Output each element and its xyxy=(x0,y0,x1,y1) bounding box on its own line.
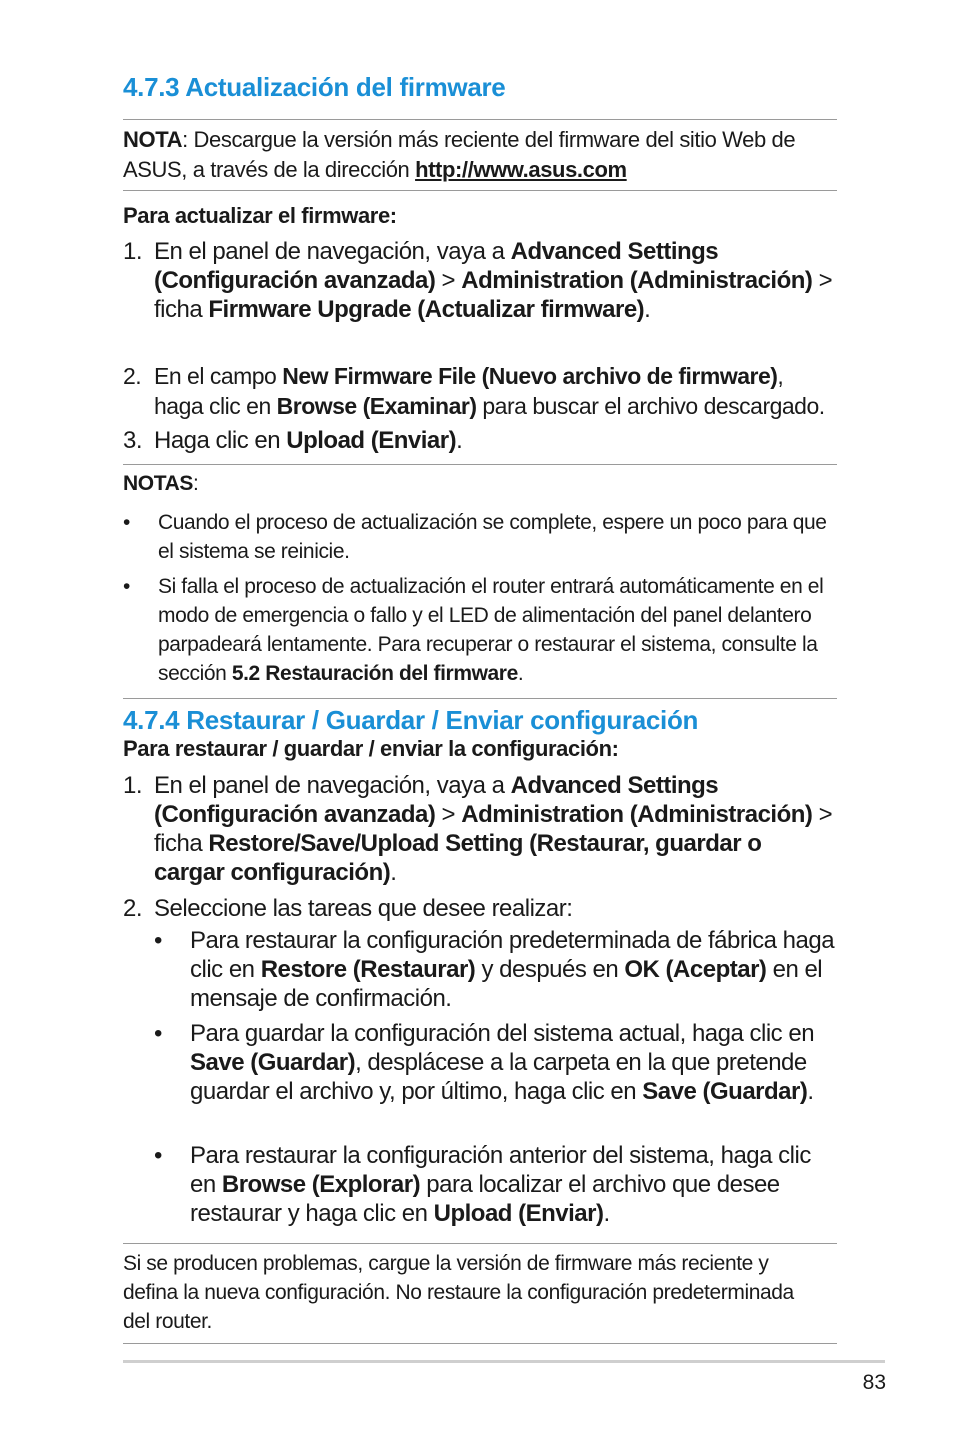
step-text: > ficha xyxy=(154,267,833,323)
task-text: . xyxy=(603,1200,610,1227)
step-text: > xyxy=(435,801,462,828)
notes-label xyxy=(123,469,837,498)
divider xyxy=(123,698,837,699)
section-reference: 5.2 Restauración del firmware xyxy=(231,662,518,685)
task-restore-previous xyxy=(154,1141,837,1228)
step-text: En el campo xyxy=(154,363,283,389)
step-bold: Firmware Upgrade (Actualizar firmware) xyxy=(208,296,645,323)
subheading-update-firmware: Para actualizar el firmware: xyxy=(123,203,397,228)
task-save-configuration xyxy=(154,1019,837,1106)
section-heading-firmware-update: 4.7.3 Actualización del firmware xyxy=(123,72,506,102)
divider xyxy=(123,1343,837,1344)
page-number: 83 xyxy=(862,1371,886,1394)
troubleshooting-note: Si se producen problemas, cargue la versión de firmware más reciente y defina la nueva configuración. No restaure la configuración predeterminada del router. xyxy=(123,1252,794,1333)
task-text: y después en xyxy=(475,956,625,983)
bullet-marker: • xyxy=(123,575,130,598)
note-bullet-restart xyxy=(123,508,837,566)
step-1-navigate xyxy=(123,771,837,887)
task-text: Para restaurar la configuración predeterminada de fábrica haga clic en xyxy=(190,927,835,983)
step-text: En el panel de navegación, vaya a xyxy=(154,238,511,265)
note-download-firmware xyxy=(123,125,837,185)
step-2-select-tasks xyxy=(123,894,837,923)
note-bullet-emergency-mode xyxy=(123,572,837,688)
task-bold: Save (Guardar) xyxy=(642,1078,808,1105)
step-bold: Advanced Settings (Configuración avanzada) xyxy=(154,238,719,294)
note-text: : Descargue la versión más reciente del firmware del sitio Web de ASUS, a través de la dirección xyxy=(123,127,796,182)
step-number: 2. xyxy=(123,895,143,922)
step-bold: Advanced Settings (Configuración avanzada) xyxy=(154,772,719,828)
step-text: . xyxy=(456,427,463,454)
task-restore-defaults xyxy=(154,926,837,1013)
bullet-marker: • xyxy=(154,1020,162,1047)
step-text: Seleccione las tareas que desee realizar: xyxy=(154,895,573,922)
step-text: En el panel de navegación, vaya a xyxy=(154,772,511,799)
task-bold: Restore (Restaurar) xyxy=(260,956,476,983)
step-bold: New Firmware File (Nuevo archivo de firmware) xyxy=(282,363,778,389)
divider xyxy=(123,119,837,120)
task-text: , desplácese a la carpeta en la que pretende guardar el archivo y, por último, haga clic en xyxy=(190,1049,807,1105)
task-text: Para restaurar la configuración anterior del sistema, haga clic en xyxy=(190,1142,811,1198)
asus-website-link[interactable]: http://www.asus.com xyxy=(415,157,627,182)
bullet-marker: • xyxy=(123,511,130,534)
divider xyxy=(123,1243,837,1244)
step-2-browse xyxy=(123,361,837,421)
step-text: para buscar el archivo descargado. xyxy=(476,393,825,419)
step-number: 2. xyxy=(123,363,142,389)
task-text: en el mensaje de confirmación. xyxy=(190,956,823,1012)
task-text: Para guardar la configuración del sistema actual, haga clic en xyxy=(190,1020,815,1047)
bullet-text: Si falla el proceso de actualización el router entrará automáticamente en el modo de emergencia o fallo y el LED de alimentación del panel delantero parpadeará lentamente. Para recuperar o restaurar el sistema, consulte la sección xyxy=(158,575,824,685)
task-bold: Save (Guardar) xyxy=(190,1049,356,1076)
task-text: . xyxy=(807,1078,814,1105)
step-text: , haga clic en xyxy=(154,363,784,419)
step-bold: Restore/Save/Upload Setting (Restaurar, guardar o cargar configuración) xyxy=(154,830,762,886)
step-text: . xyxy=(390,859,397,886)
footer-divider xyxy=(123,1360,885,1363)
subheading-restore-save-upload: Para restaurar / guardar / enviar la configuración: xyxy=(123,736,619,761)
task-bold: Upload (Enviar) xyxy=(433,1200,604,1227)
step-bold: Browse (Examinar) xyxy=(276,393,477,419)
notes-label-text: NOTAS xyxy=(123,472,193,495)
step-number: 1. xyxy=(123,772,143,799)
step-number: 3. xyxy=(123,427,143,454)
step-bold: Upload (Enviar) xyxy=(286,427,457,454)
step-bold: Administration (Administración) xyxy=(461,267,813,294)
note-label: NOTA xyxy=(123,127,183,152)
step-3-upload xyxy=(123,426,837,455)
step-bold: Administration (Administración) xyxy=(461,801,813,828)
step-1-navigate xyxy=(123,237,837,324)
section-heading-restore-save-upload: 4.7.4 Restaurar / Guardar / Enviar configuración xyxy=(123,705,699,735)
bullet-text: Cuando el proceso de actualización se complete, espere un poco para que el sistema se reinicie. xyxy=(158,511,827,563)
task-text: para localizar el archivo que desee restaurar y haga clic en xyxy=(190,1171,780,1227)
divider xyxy=(123,464,837,465)
bullet-marker: • xyxy=(154,1142,162,1169)
step-text: . xyxy=(644,296,651,323)
step-number: 1. xyxy=(123,238,143,265)
divider xyxy=(123,190,837,191)
task-bold: OK (Aceptar) xyxy=(624,956,767,983)
task-bold: Browse (Explorar) xyxy=(221,1171,421,1198)
step-text: > xyxy=(435,267,462,294)
bullet-marker: • xyxy=(154,927,162,954)
step-text: > ficha xyxy=(154,801,833,857)
bullet-text: . xyxy=(517,662,524,685)
notes-colon: : xyxy=(192,472,199,495)
step-text: Haga clic en xyxy=(154,427,287,454)
